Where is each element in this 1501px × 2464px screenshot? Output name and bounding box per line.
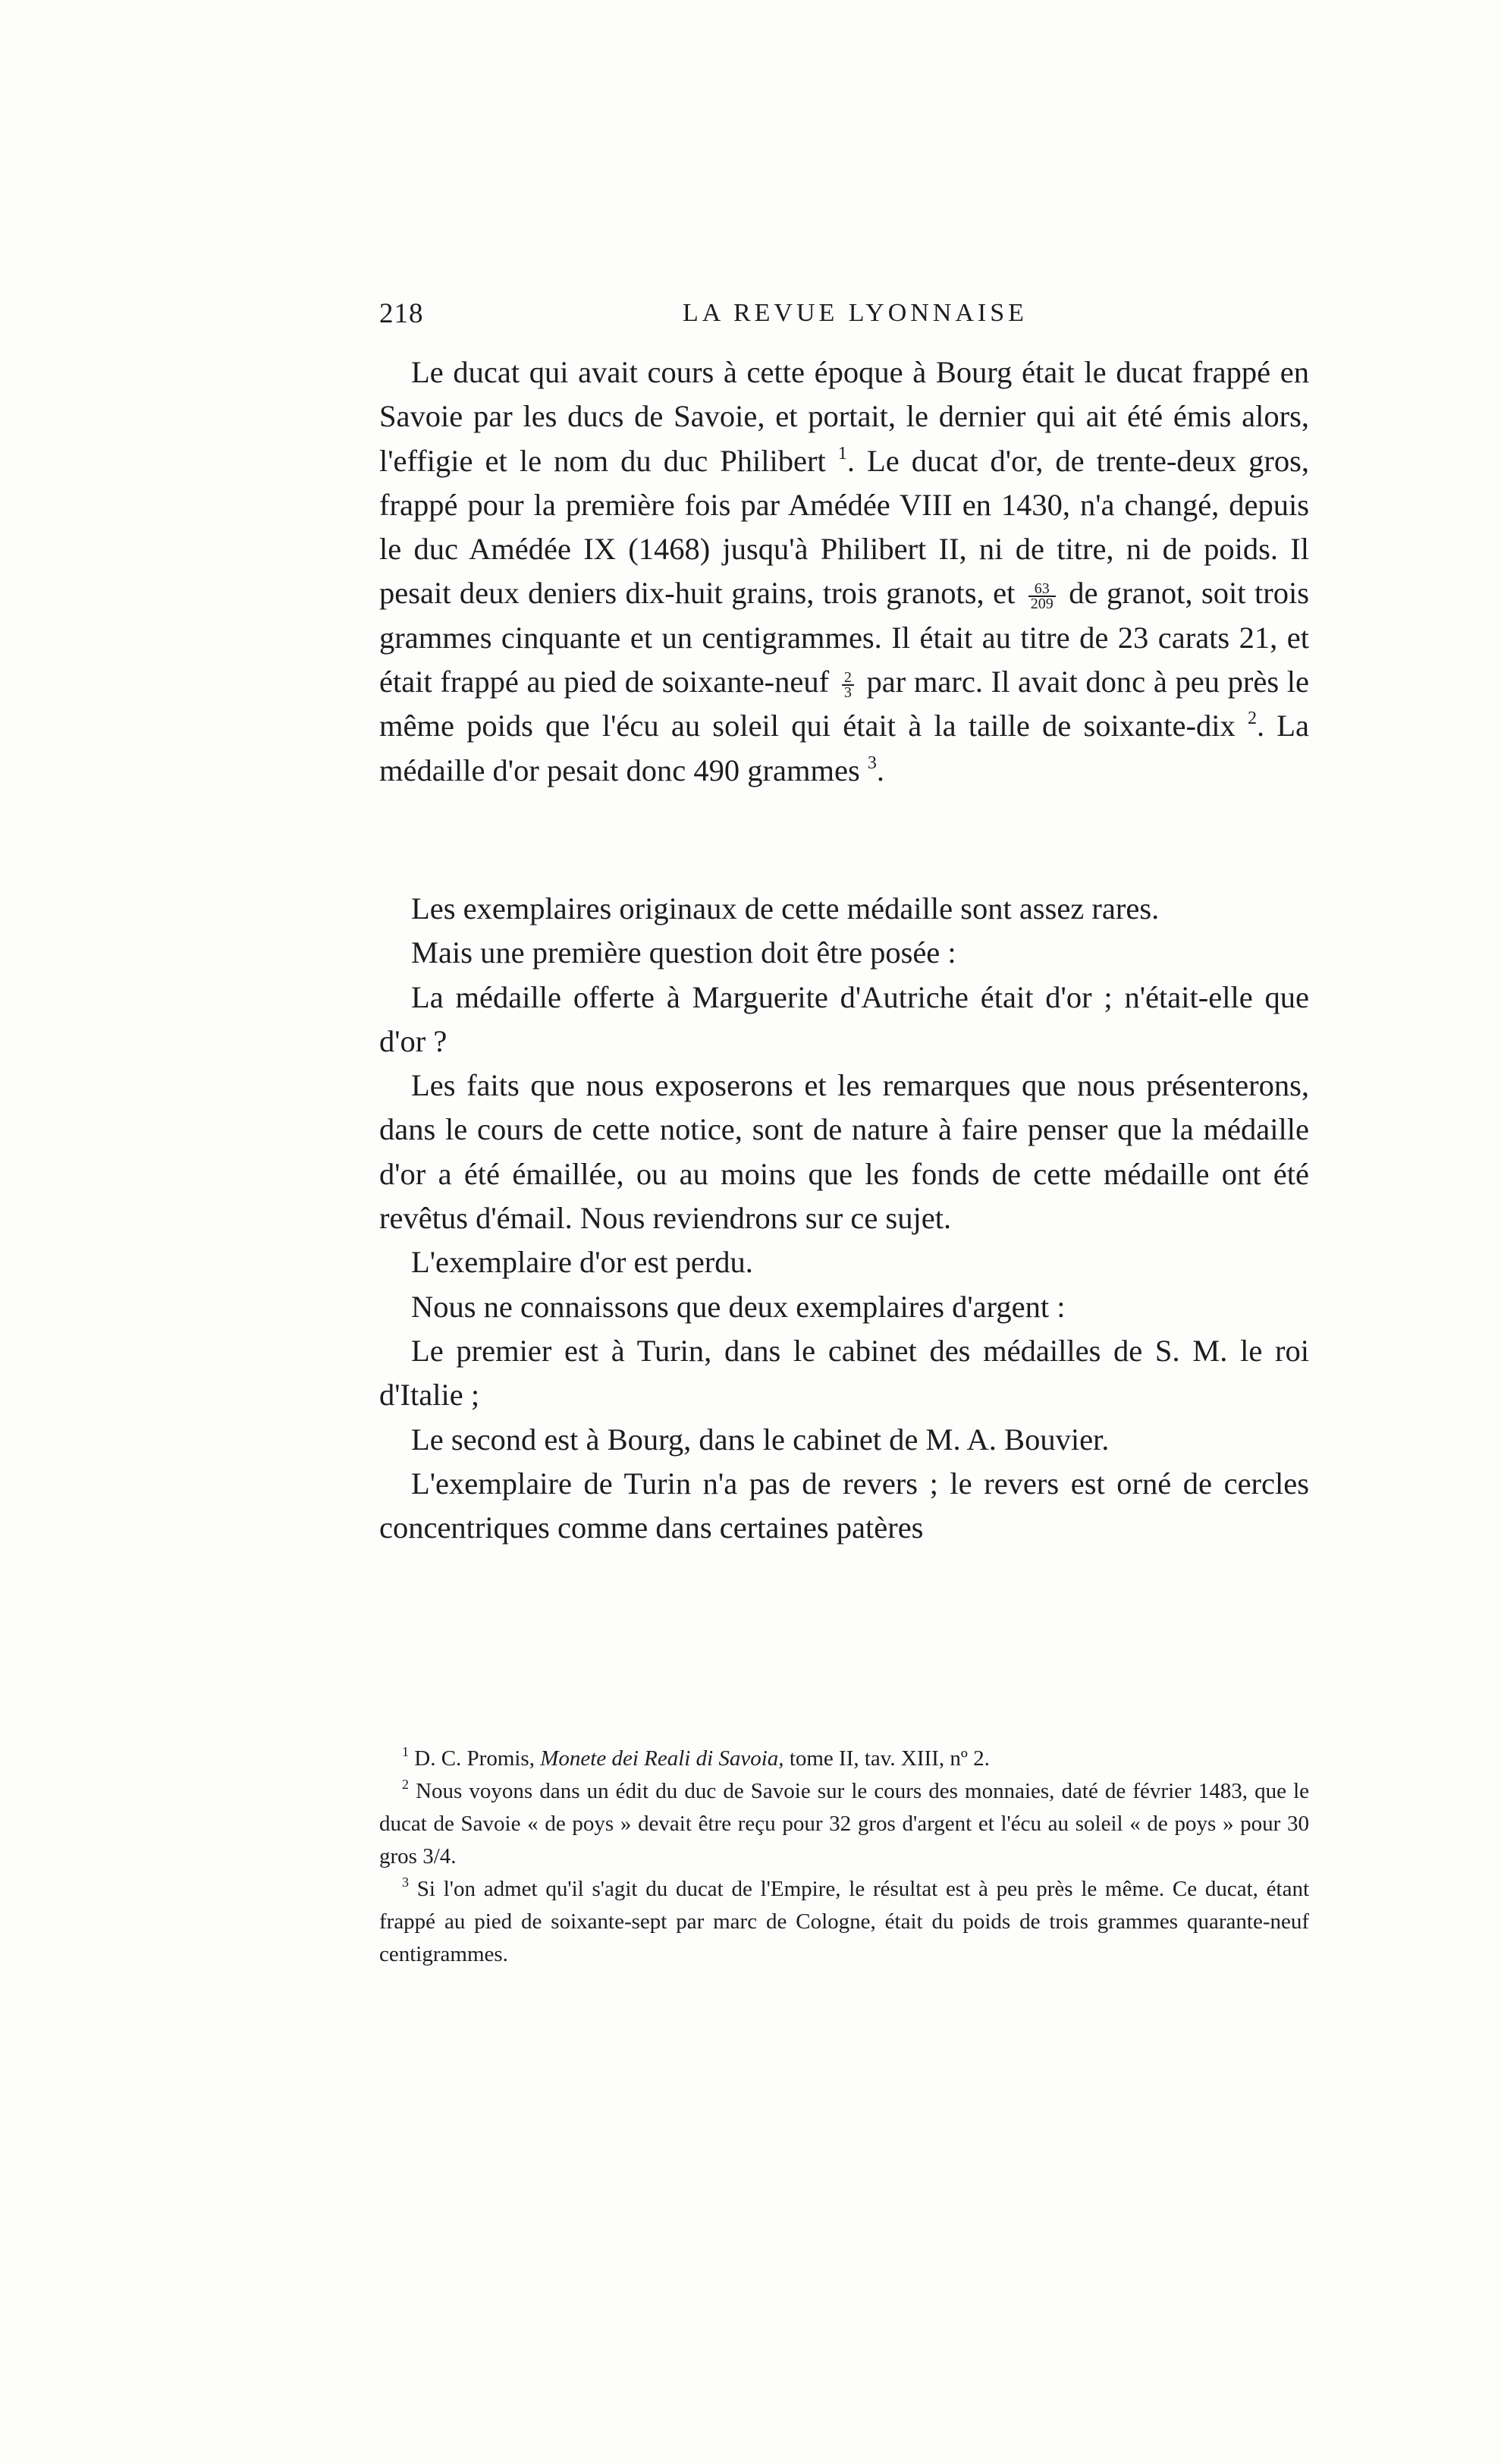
footnote-ref-2: 2 bbox=[1247, 709, 1257, 729]
paragraph-text: par marc. Il avait donc à peu près le même poids que l'écu au soleil qui était à la taille de soixante-dix bbox=[379, 665, 1310, 743]
paragraph: Mais une première question doit être posée : bbox=[411, 935, 956, 970]
paragraph: Le second est à Bourg, dans le cabinet de M. A. Bouvier. bbox=[411, 1422, 1110, 1457]
fraction-63-209 bbox=[1028, 582, 1056, 611]
paragraph-text: de granot, soit trois grammes cinquante et un centigrammes. Il était au titre de 23 carats 21, et était frappé au pied de soixante-neuf bbox=[379, 576, 1309, 699]
footnote-2 bbox=[379, 1775, 1309, 1873]
paragraph-text: Le ducat qui avait cours à cette époque à Bourg était le ducat frappé en Savoie par les ducs de Savoie, et portait, le dernier qui ait été émis alors, l'effigie et le nom du duc Philibert bbox=[379, 355, 1309, 478]
paragraph: Les faits que nous exposerons et les remarques que nous présenterons, dans le cours de cette notice, sont de nature à faire penser que la médaille d'or a été émaillée, ou au moins que les fonds de cette médaille ont été revêtus d'émail. Nous reviendrons sur ce sujet. bbox=[379, 1068, 1309, 1236]
paragraph: La médaille offerte à Marguerite d'Autriche était d'or ; n'était-elle que d'or ? bbox=[379, 979, 1309, 1058]
running-title: LA REVUE LYONNAISE bbox=[683, 299, 1028, 327]
footnote-text: tome II, tav. XIII, nº 2. bbox=[789, 1746, 990, 1771]
paragraph: L'exemplaire d'or est perdu. bbox=[411, 1245, 753, 1280]
paragraph-ducat bbox=[379, 350, 1309, 793]
fraction-numerator: 63 bbox=[1028, 582, 1056, 597]
footnote-3 bbox=[379, 1873, 1309, 1971]
footnote-cited-title: Monete dei Reali di Savoia, bbox=[540, 1746, 784, 1771]
fraction-numerator: 2 bbox=[842, 671, 854, 686]
paragraph-text: . La médaille d'or pesait donc 490 grammes bbox=[379, 709, 1310, 787]
footnote-1 bbox=[379, 1743, 1309, 1775]
paragraph: Le premier est à Turin, dans le cabinet des médailles de S. M. le roi d'Italie ; bbox=[379, 1333, 1309, 1413]
paragraph-text: . Le ducat d'or, de trente-deux gros, frappé pour la première fois par Amédée VIII en 1430, n'a changé, depuis le duc Amédée IX (1468) jusqu'à Philibert II, ni de titre, ni de poids. Il pesait deux deniers dix-huit grains, trois granots, et bbox=[379, 443, 1309, 611]
footnote-ref-1: 1 bbox=[837, 443, 847, 464]
footnotes bbox=[379, 1743, 1309, 1971]
paragraph: Nous ne connaissons que deux exemplaires d'argent : bbox=[411, 1289, 1066, 1324]
paragraph: Les exemplaires originaux de cette médaille sont assez rares. bbox=[411, 891, 1160, 926]
footnote-mark: 1 bbox=[402, 1744, 409, 1759]
running-header bbox=[379, 297, 1309, 343]
page-number: 218 bbox=[379, 298, 424, 329]
footnote-text: Si l'on admet qu'il s'agit du ducat de l'Empire, le résultat est à peu près le même. Ce ducat, étant frappé au pied de soixante-sept par marc de Cologne, était du poids de trois grammes quarante-neuf centigrammes. bbox=[379, 1877, 1309, 1966]
fraction-2-3 bbox=[842, 668, 854, 701]
footnote-ref-3: 3 bbox=[867, 753, 877, 773]
body-text bbox=[379, 350, 1309, 1550]
fraction-denominator: 3 bbox=[843, 684, 852, 701]
footnote-text: Nous voyons dans un édit du duc de Savoie sur le cours des monnaies, daté de février 1483, que le ducat de Savoie « de poys » devait être reçu pour 32 gros d'argent et l'écu au soleil « de poys » pour 30 gros 3/4. bbox=[379, 1779, 1310, 1868]
section-break bbox=[379, 793, 1309, 887]
footnote-text: D. C. Promis, bbox=[414, 1746, 535, 1771]
fraction-denominator: 209 bbox=[1030, 596, 1054, 613]
paragraph: L'exemplaire de Turin n'a pas de revers ; le revers est orné de cercles concentriques comme dans certaines patères bbox=[379, 1466, 1309, 1545]
paragraph-text: . bbox=[876, 753, 884, 787]
footnote-mark: 3 bbox=[402, 1875, 409, 1890]
footnote-mark: 2 bbox=[402, 1777, 409, 1792]
